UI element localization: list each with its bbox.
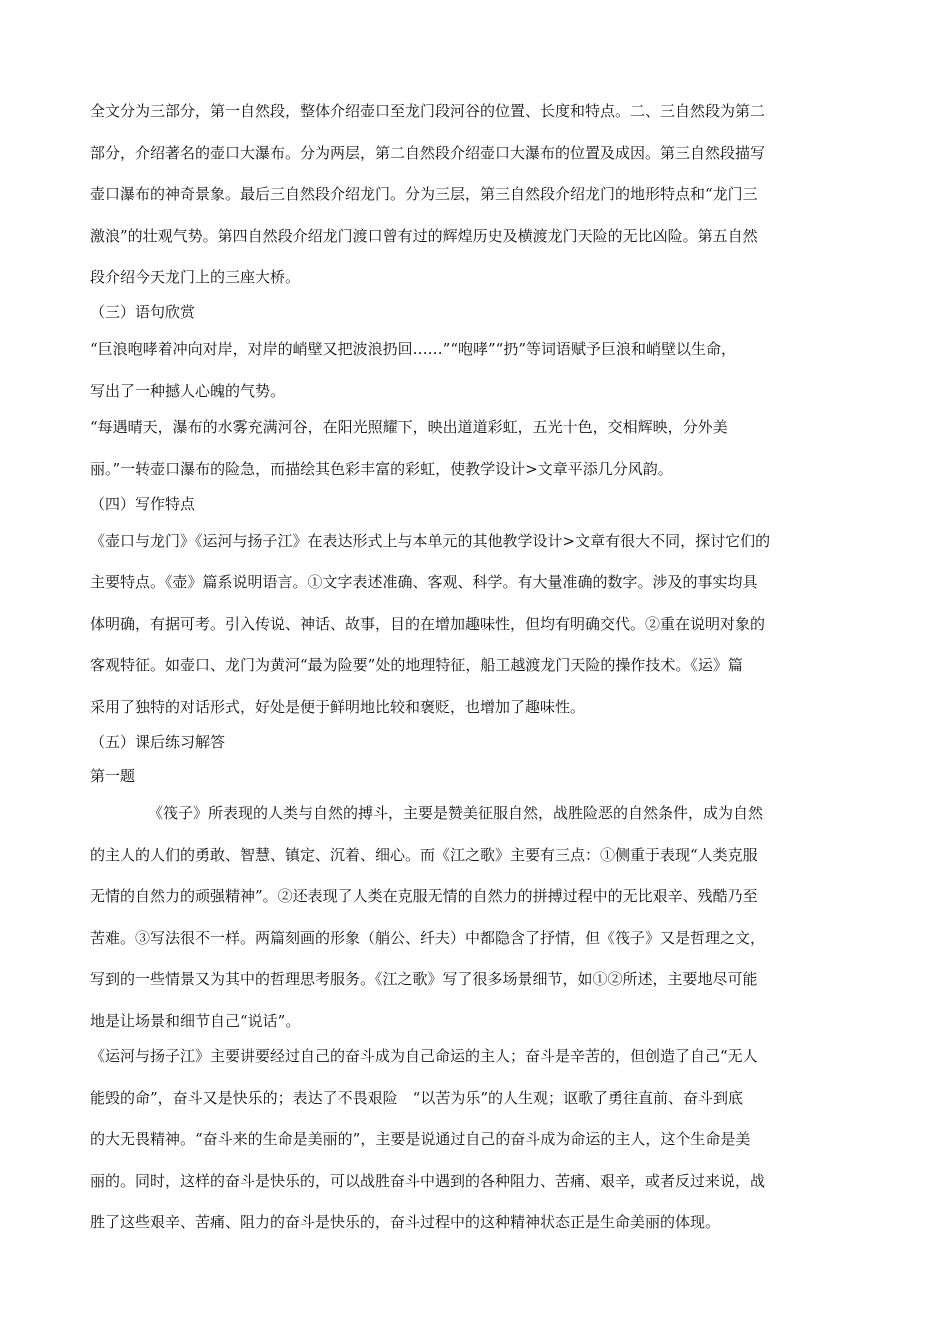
paragraph-line: “每遇晴天，瀑布的水雾充满河谷，在阳光照耀下，映出道道彩虹，五光十色，交相辉映，分外美 — [90, 418, 728, 436]
paragraph-line: 《筏子》所表现的人类与自然的搏斗，主要是赞美征服自然，战胜险恶的自然条件，成为自然 — [148, 804, 764, 822]
paragraph-line: 地是让场景和细节自己“说话”。 — [90, 1012, 301, 1030]
paragraph-line: 胜了这些艰辛、苦痛、阻力的奋斗是快乐的，奋斗过程中的这种精神状态正是生命美丽的体现。 — [90, 1213, 721, 1231]
paragraph-line: 全文分为三部分，第一自然段，整体介绍壶口至龙门段河谷的位置、长度和特点。二、三自然段为第二 — [90, 102, 766, 120]
paragraph-line: 《壶口与龙门》《运河与扬子江》在表达形式上与本单元的其他教学设计>文章有很大不同，探讨它们的 — [90, 532, 771, 550]
paragraph-line: 激浪”的壮观气势。第四自然段介绍龙门渡口曾有过的辉煌历史及横渡龙门天险的无比凶险。第五自然 — [90, 227, 758, 245]
paragraph-line: 丽。”一转壶口瀑布的险急，而描绘其色彩丰富的彩虹，使教学设计>文章平添几分风韵。 — [90, 460, 673, 478]
paragraph-line: 主要特点。《壶》篇系说明语言。①文字表述准确、客观、科学。有大量准确的数字。涉及的事实均具 — [90, 573, 758, 591]
paragraph-line: 体明确，有据可考。引入传说、神话、故事，目的在增加趣味性，但均有明确交代。②重在说明对象的 — [90, 615, 766, 633]
paragraph-line: 写出了一种撼人心魄的气势。 — [90, 382, 286, 400]
section-heading: （五）课后练习解答 — [90, 733, 226, 751]
paragraph-line: 丽的。同时，这样的奋斗是快乐的，可以战胜奋斗中遇到的各种阻力、苦痛、艰辛，或者反过来说，战 — [90, 1172, 766, 1190]
paragraph-line: 采用了独特的对话形式，好处是便于鲜明地比较和褒贬，也增加了趣味性。 — [90, 698, 586, 716]
paragraph-line: 无情的自然力的顽强精神”。②还表现了人类在克服无情的自然力的拼搏过程中的无比艰辛、残酷乃至 — [90, 887, 758, 905]
paragraph-line: 客观特征。如壶口、龙门为黄河“最为险要”处的地理特征，船工越渡龙门天险的操作技术。《运》篇 — [90, 656, 743, 674]
paragraph-line: 的主人的人们的勇敢、智慧、镇定、沉着、细心。而《江之歌》主要有三点：①侧重于表现“人类克服 — [90, 846, 758, 864]
paragraph-line: 壶口瀑布的神奇景象。最后三自然段介绍龙门。分为三层，第三自然段介绍龙门的地形特点和“龙门三 — [90, 185, 758, 203]
paragraph-line: 写到的一些情景又为其中的哲理思考服务。《江之歌》写了很多场景细节，如①②所述，主要地尽可能 — [90, 970, 758, 988]
paragraph-line: 部分，介绍著名的壶口大瀑布。分为两层，第二自然段介绍壶口大瀑布的位置及成因。第三自然段描写 — [90, 144, 766, 162]
question-heading: 第一题 — [90, 767, 136, 785]
section-heading: （四）写作特点 — [90, 495, 196, 513]
paragraph-line: “巨浪咆哮着冲向对岸，对岸的峭壁又把波浪扔回……”“咆哮”“扔”等词语赋予巨浪和峭壁以生命， — [90, 340, 737, 358]
section-heading: （三）语句欣赏 — [90, 303, 196, 321]
paragraph-line: 《运河与扬子江》主要讲要经过自己的奋斗成为自己命运的主人；奋斗是辛苦的，但创造了自己“无人 — [90, 1047, 758, 1065]
paragraph-line: 苦难。③写法很不一样。两篇刻画的形象（艄公、纤夫）中都隐含了抒情，但《筏子》又是哲理之文， — [90, 929, 766, 947]
paragraph-line: 能毁的命”，奋斗又是快乐的；表达了不畏艰险 “以苦为乐”的人生观；讴歌了勇往直前、奋斗到底 — [90, 1089, 744, 1107]
paragraph-line: 的大无畏精神。“奋斗来的生命是美丽的”，主要是说通过自己的奋斗成为命运的主人，这个生命是美 — [90, 1130, 751, 1148]
paragraph-line: 段介绍今天龙门上的三座大桥。 — [90, 268, 301, 286]
